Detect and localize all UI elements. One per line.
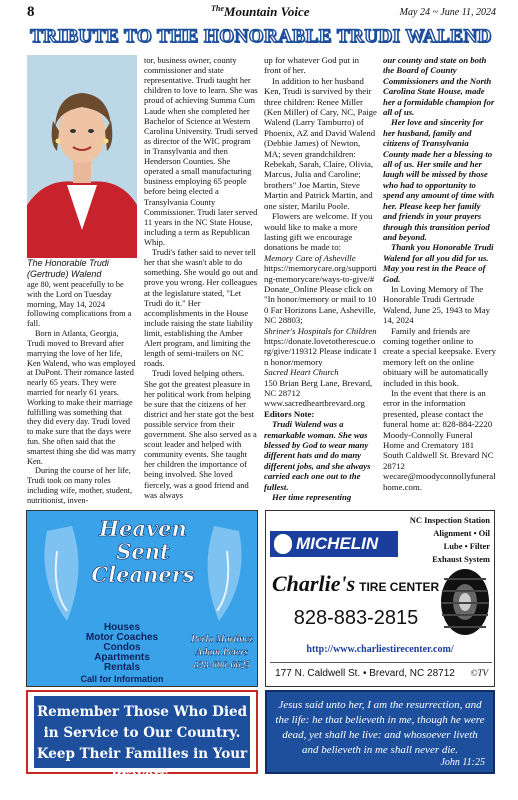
cleaners-call: Call for Information <box>80 674 164 684</box>
paragraph: Flowers are welcome. If you would like to make a more lasting gift we encourage donations be made to: <box>264 211 373 253</box>
paragraph: In Loving Memory of The Honorable Trudi Gertrude Walend, June 25, 1943 to May 14, 2024 <box>383 283 490 326</box>
editors-note: Trudi Walend was a remarkable woman. She was blessed by God to wear many different hats and do many different jobs, and she always carried each one out to the fullest. <box>264 419 371 492</box>
tire-service: NC Inspection Station <box>409 515 490 525</box>
editors-note: our county and state on both the Board of County Commissioners and the North Carolina State House, made her a formidable champion for all of us. <box>383 55 495 118</box>
article-column-1 <box>27 280 137 506</box>
donation-name: Shriner's Hospitals for Children <box>264 325 377 336</box>
cleaners-service: Condos <box>103 642 141 653</box>
donation-link[interactable]: https://memorycare.org/supporting-memorycare/ways-to-give/#Donate_Online Please click on "In honor/memory or mail to 100 Far Horizons Lane, Asheville, NC 28803; <box>264 263 377 326</box>
tire-icon <box>438 567 492 637</box>
tire-service: Lube • Filter <box>443 541 490 551</box>
paragraph: Trudi's father said to never tell her that she wasn't able to do something. She would go out and prove you wrong. Her colleagues at the legislature stated, "Let Trudi do it." Her accomplishments in the House include raising the state liability limit, establishing the Amber Alert program, and limiting the length of semi-trailers on NC roads. <box>144 247 258 369</box>
paragraph: Trudi loved helping others. She got the greatest pleasure in her political work from helping be sure that the citizens of her district and her state got the best possible service from their government. She also served as a scout leader and helped with community events. She taught her children the importance of being involved. She loved fiercely, was a good friend and was always <box>144 368 257 500</box>
paragraph: In addition to her husband Ken, Trudi is survived by their three children: Renee Miller (Ken Miller) of Cary, NC, Paige Walend (Larry Tamburro) of Phoenix, AZ and David Walend (Debbie James) of Newton, MA; seven grandchildren: Rebekah, Sarah, Claire, Olivia, Marcus, Julia and Caroline; brothers" Joe Martin, Steve Martin and Patrick Martin, and one sister, Marilu Poole. <box>264 75 377 211</box>
tire-center-name: Charlie's TIRE CENTER <box>272 571 440 596</box>
paragraph: tor, business owner, county commissioner and state representative. Trudi taught her children to love to learn. She was proud of achieving Summa Cum Laude when she completed her Bachelor of Science at Western Carolina University. Trudi served as director of the WIC program in Transylvania and then Henderson Counties. She operated a small manufacturing business employing 65 people before being elected a Transylvania County Commissioner. Trudi later served 11 years in the NC State House, including a term as Republican Whip. <box>144 55 258 247</box>
tire-service: Alignment • Oil <box>433 528 490 538</box>
scripture-text: Jesus said unto her, I am the resurrection, and the life: he that believeth in me, though he were dead, yet shall he live: and whosoever liveth and believeth in me shall never die. <box>275 699 485 756</box>
cleaners-brand-line: Heaven <box>99 516 187 541</box>
tire-website[interactable]: http://www.charliestirecenter.com/ <box>306 644 454 655</box>
masthead <box>211 4 310 20</box>
cleaners-service: Apartments <box>94 652 150 663</box>
tire-service: Exhaust System <box>432 554 490 564</box>
paragraph: During the course of her life, Trudi took on many roles including wife, mother, student, nutritionist, inven- <box>27 466 133 505</box>
masthead-title: Mountain Voice <box>223 4 310 19</box>
cleaners-brand-line: Cleaners <box>91 562 195 587</box>
donation-name: Memory Care of Asheville <box>264 252 356 263</box>
article-column-3 <box>264 55 378 502</box>
donation-name: Sacred Heart Church <box>264 367 339 378</box>
tire-address: 177 N. Caldwell St. • Brevard, NC 28712 <box>275 668 455 679</box>
portrait-photo <box>27 55 137 258</box>
designer-mark: ©TV <box>470 668 488 678</box>
page-header <box>0 0 518 24</box>
article-column-4 <box>383 55 496 492</box>
paragraph: age 80, went peacefully to be with the Lord on Tuesday morning, May 14, 2024 following complications from a fall. <box>27 280 132 329</box>
donation-address: 150 Brian Berg Lane, Brevard, NC 28712 www.sacredheartbrevard.org <box>264 377 373 409</box>
tire-phone[interactable]: 828-883-2815 <box>293 607 419 629</box>
cleaners-service: Motor Coaches <box>85 632 159 643</box>
cleaners-service: Houses <box>103 622 141 633</box>
scripture-reference: John 11:25 <box>440 757 485 768</box>
memorial-text: Remember Those Who Died in Service to Our Country. Keep Their Families in Your Prayers. <box>36 704 248 783</box>
page-number: 8 <box>27 4 35 20</box>
cleaners-contact: Adam Peters <box>195 647 249 658</box>
issue-date: May 24 ~ June 11, 2024 <box>399 7 496 18</box>
michelin-brand: MICHELIN <box>296 534 379 553</box>
editors-note-label: Editors Note: <box>264 408 315 419</box>
photo-caption: The Honorable Trudi (Gertrude) Walend <box>27 258 109 279</box>
paragraph: up for whatever God put in front of her. <box>264 55 360 76</box>
editors-note: Thank you Honorable Trudi Walend for all you did for us. May you rest in the Peace of God. <box>383 242 494 284</box>
tire-center-ad[interactable] <box>265 510 495 687</box>
paragraph: In the event that there is an error in the information presented, please contact the funeral home at: 828-884-2220 Moody-Connolly Funeral Home and Crematory 181 South Caldwell St. Brevard NC 28712 wecare@moodyconnollyfuneralhome.com. <box>383 388 496 492</box>
divider <box>270 662 492 663</box>
paragraph: Family and friends are coming together online to create a special keepsake. Every memory left on the online obituary will be automatically included in this book. <box>383 325 496 388</box>
cleaners-ad[interactable] <box>26 510 258 687</box>
donation-link[interactable]: https://donate.lovetotherescue.org/give/119312 Please indicate In honor/memory <box>264 335 377 367</box>
editors-note: Her love and sincerity for her husband, family and citizens of Transylvania County made her a blessing to all of us. Her smile and her laugh will be missed by those who had to opportunity to spend any amount of time with her. Please keep her family and friends in your prayers through this transition period and beyond. <box>383 117 495 242</box>
cleaners-contact: Perla Martinez <box>191 634 253 645</box>
michelin-logo <box>270 531 398 557</box>
cleaners-brand-line: Sent <box>116 539 170 564</box>
masthead-prefix: The <box>211 4 224 13</box>
editors-note: Her time representing <box>272 492 352 503</box>
michelin-man-icon <box>274 534 292 554</box>
scripture-ad <box>265 690 495 774</box>
article-column-2 <box>144 55 258 500</box>
cleaners-service: Rentals <box>103 662 141 673</box>
article-title: TRIBUTE TO THE HONORABLE TRUDI WALEND <box>30 26 492 47</box>
memorial-ad <box>26 690 258 783</box>
paragraph: Born in Atlanta, Georgia, Trudi moved to Brevard after marrying the love of her life, Ken Walend, who was employed at DuPont. Their romance lasted nearly 65 years. They were married for nearly 61 years. Working to make their marriage fulfilling was something that they did every day. Trudi loved to make sure that the days were fun. She often said that the smartest thing she did was marry Ken. <box>27 329 136 466</box>
cleaners-phone[interactable]: 828-606-6625 <box>193 660 251 671</box>
